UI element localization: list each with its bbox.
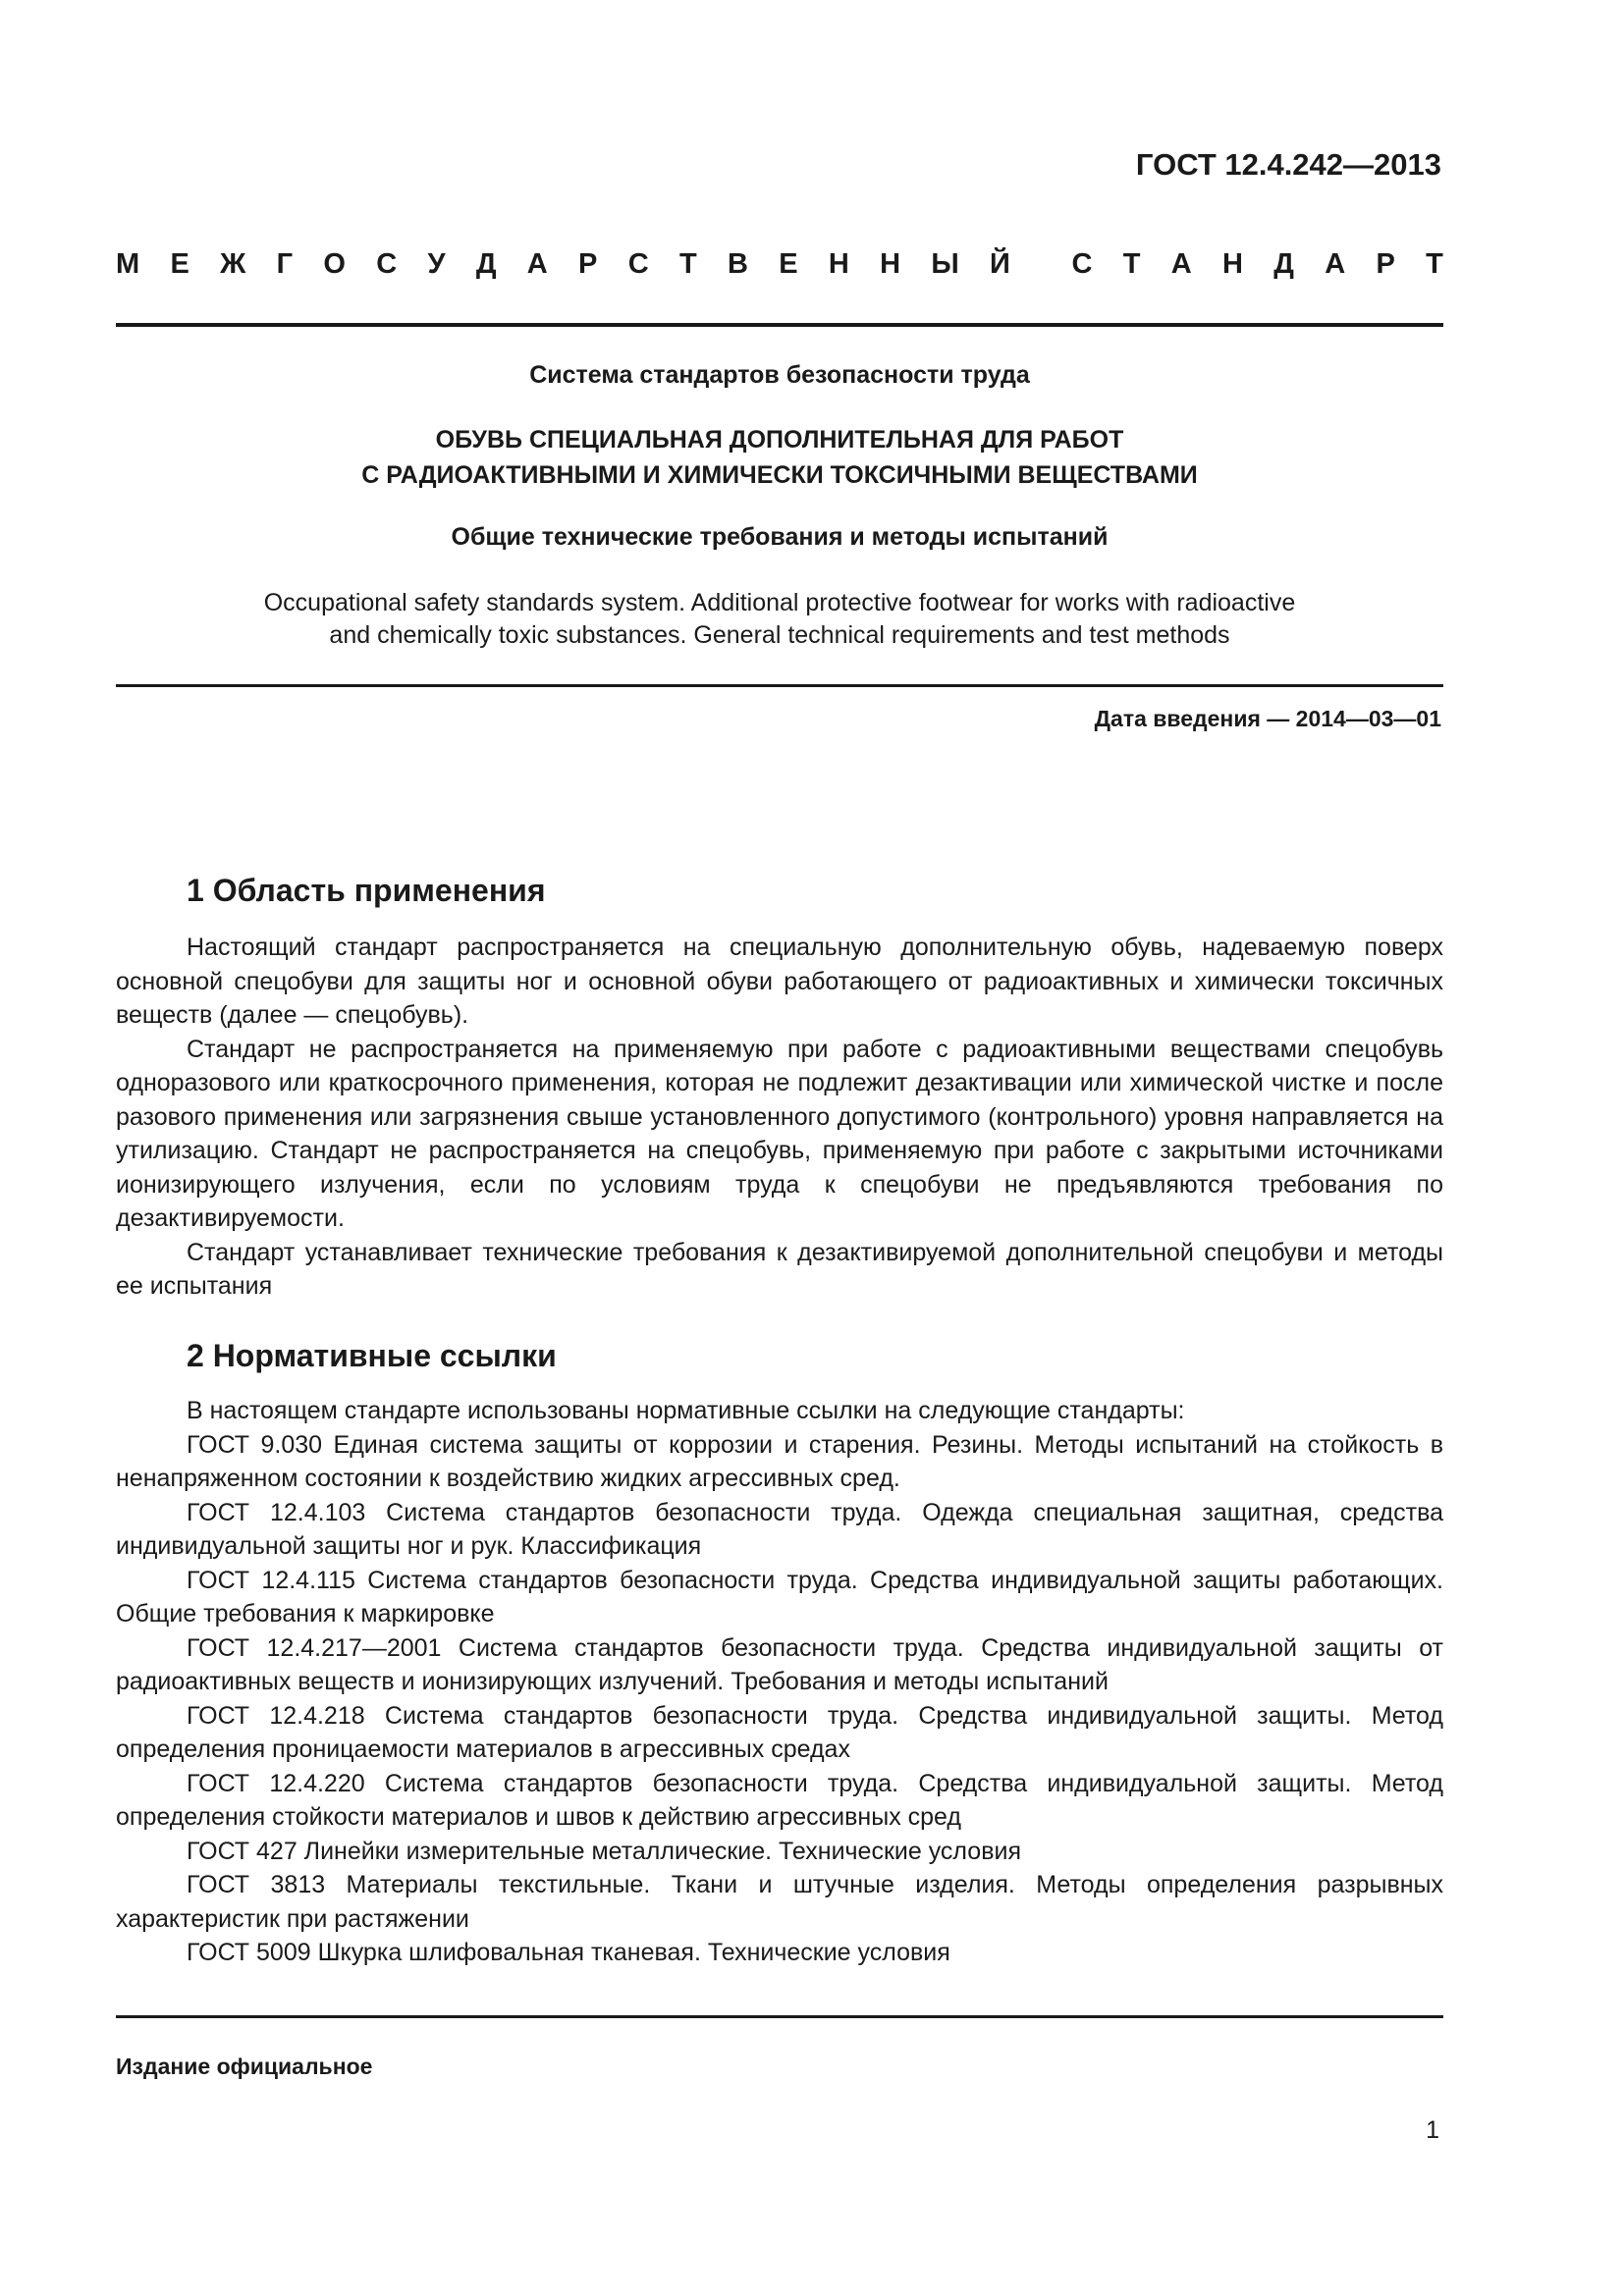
section-2-heading: 2 Нормативные ссылки: [187, 1338, 557, 1373]
banner-letter: Е: [779, 248, 798, 280]
english-title: [116, 587, 1443, 652]
title-line-2: С РАДИОАКТИВНЫМИ И ХИМИЧЕСКИ ТОКСИЧНЫМИ ВЕЩЕСТВАМИ: [361, 461, 1198, 489]
banner-letter: Н: [1222, 248, 1243, 280]
title-rule: [116, 684, 1443, 687]
banner-letter: Н: [828, 248, 849, 280]
banner-letter: Т: [678, 248, 697, 280]
footer-rule: [116, 2015, 1443, 2018]
banner-letter: Д: [1273, 248, 1294, 280]
standards-system-line: Система стандартов безопасности труда: [529, 361, 1030, 389]
banner-letter: Р: [1376, 248, 1395, 280]
interstate-standard-banner: [116, 248, 1443, 281]
section-1-body: [116, 931, 1443, 1304]
banner-letter: М: [116, 248, 140, 280]
banner-letter: А: [1325, 248, 1346, 280]
page-number: 1: [1426, 2116, 1439, 2144]
banner-letter: Д: [475, 248, 497, 280]
official-edition-label: Издание официальное: [116, 2054, 373, 2079]
paragraph: Настоящий стандарт распространяется на специальную дополнительную обувь, надеваемую поверх основной спецобуви для защиты ног и основной обуви работающего от радиоактивных и химически токсичных веществ (далее — спецобувь).: [116, 934, 1443, 1029]
banner-letter: С: [627, 248, 649, 280]
banner-letter: В: [727, 248, 748, 280]
reference-item: ГОСТ 12.4.115 Система стандартов безопасности труда. Средства индивидуальной защиты работающих. Общие требования к маркировке: [116, 1566, 1443, 1628]
banner-letter: Ж: [220, 248, 246, 280]
banner-letter: Ы: [931, 248, 959, 280]
reference-item: ГОСТ 12.4.218 Система стандартов безопасности труда. Средства индивидуальной защиты. Метод определения проницаемости материалов в агрессивных средах: [116, 1701, 1443, 1763]
reference-item: ГОСТ 12.4.103 Система стандартов безопасности труда. Одежда специальная защитная, средства индивидуальной защиты ног и рук. Классификация: [116, 1498, 1443, 1560]
section-2-body: [116, 1394, 1443, 1970]
introduction-date: Дата введения — 2014—03—01: [1094, 706, 1441, 731]
banner-letter: Е: [170, 248, 189, 280]
banner-letter: Т: [1426, 248, 1443, 280]
banner-letter: С: [1071, 248, 1093, 280]
english-title-line-1: Occupational safety standards system. Additional protective footwear for works with radioactive: [263, 589, 1296, 616]
paragraph: В настоящем стандарте использованы нормативные ссылки на следующие стандарты:: [187, 1397, 1185, 1424]
reference-item: ГОСТ 12.4.217—2001 Система стандартов безопасности труда. Средства индивидуальной защиты от радиоактивных веществ и ионизирующих излучений. Требования и методы испытаний: [116, 1633, 1443, 1695]
reference-item: ГОСТ 12.4.220 Система стандартов безопасности труда. Средства индивидуальной защиты. Метод определения стойкости материалов и швов к действию агрессивных сред: [116, 1769, 1443, 1831]
reference-item: ГОСТ 5009 Шкурка шлифовальная тканевая. Технические условия: [187, 1939, 950, 1966]
banner-letter: Н: [880, 248, 901, 280]
banner-letter: О: [323, 248, 346, 280]
reference-item: ГОСТ 3813 Материалы текстильные. Ткани и штучные изделия. Методы определения разрывных характеристик при растяжении: [116, 1871, 1443, 1933]
banner-letter: Т: [1122, 248, 1141, 280]
banner-letter: Р: [578, 248, 598, 280]
banner-letter: А: [526, 248, 548, 280]
banner-letter: А: [1170, 248, 1192, 280]
header-rule: [116, 323, 1443, 327]
document-subtitle: Общие технические требования и методы испытаний: [451, 523, 1109, 551]
section-1-heading: 1 Область применения: [187, 873, 546, 908]
standard-designation: ГОСТ 12.4.242—2013: [1135, 147, 1441, 182]
english-title-line-2: and chemically toxic substances. General technical requirements and test methods: [329, 621, 1230, 649]
banner-letter: Г: [276, 248, 294, 280]
paragraph: Стандарт не распространяется на применяемую при работе с радиоактивными веществами спецобувь одноразового или краткосрочного применения, которая не подлежит дезактивации или химической чистке и после разового применения или загрязнения свыше установленного допустимого (контрольного) уровня направляется на утилизацию. Стандарт не распространяется на спецобувь, применяемую при работе с закрытыми источниками ионизирующего излучения, если по условиям труда к спецобуви не предъявляются требования по дезактивируемости.: [116, 1035, 1443, 1232]
banner-letter: У: [427, 248, 446, 280]
reference-item: ГОСТ 427 Линейки измерительные металлические. Технические условия: [187, 1837, 1021, 1865]
paragraph: Стандарт устанавливает технические требования к дезактивируемой дополнительной спецобуви и методы ее испытания: [116, 1238, 1443, 1300]
banner-letter: Й: [990, 248, 1010, 280]
title-line-1: ОБУВЬ СПЕЦИАЛЬНАЯ ДОПОЛНИТЕЛЬНАЯ ДЛЯ РАБОТ: [435, 426, 1124, 454]
document-title: [116, 422, 1443, 493]
banner-letter: С: [376, 248, 398, 280]
reference-item: ГОСТ 9.030 Единая система защиты от коррозии и старения. Резины. Методы испытаний на стойкость в ненапряженном состоянии к воздействию жидких агрессивных сред.: [116, 1430, 1443, 1492]
